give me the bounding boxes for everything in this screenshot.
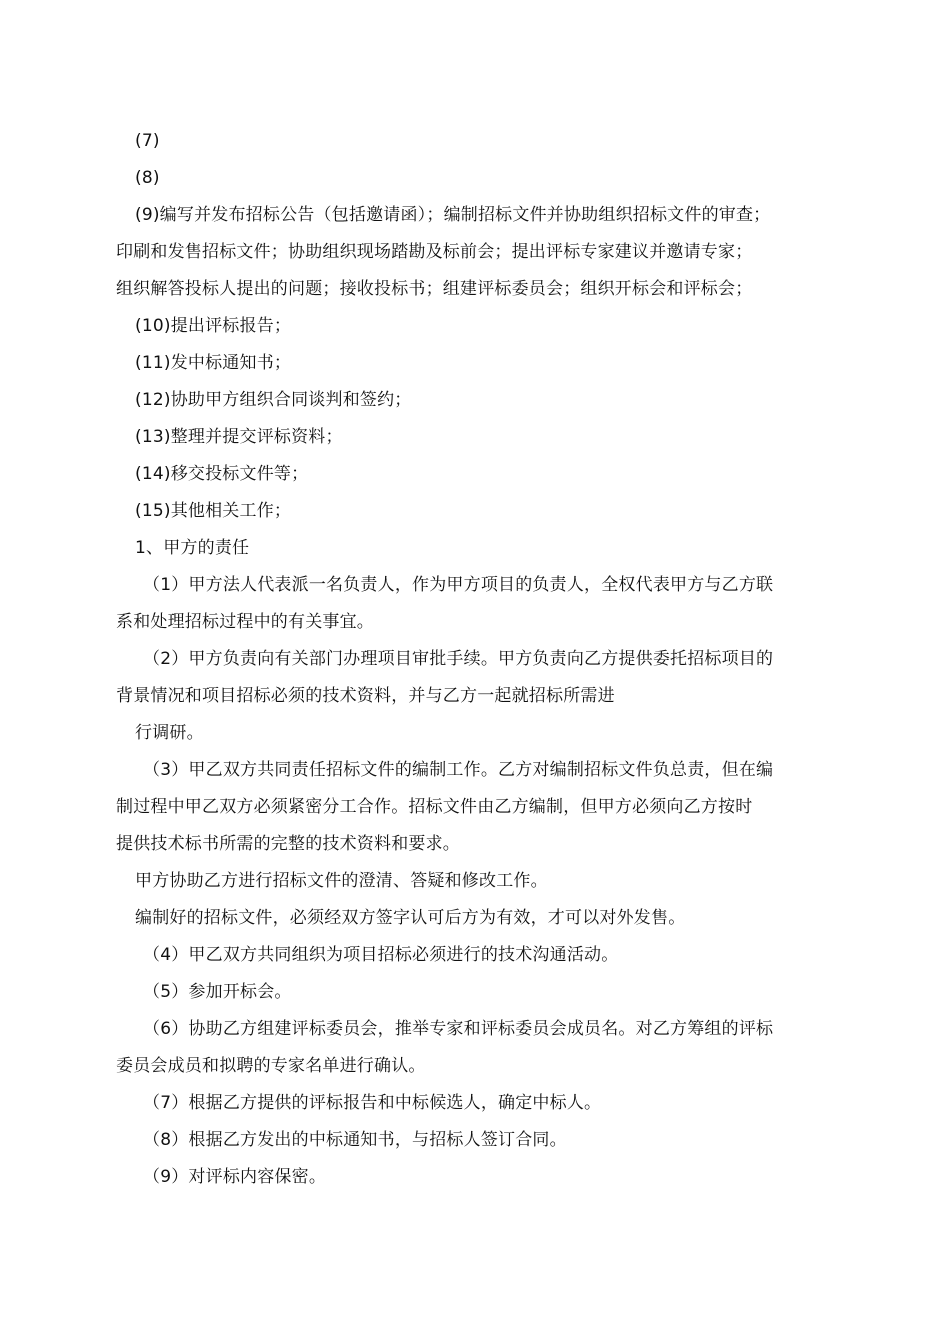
text-line: (15)其他相关工作； [135,501,292,521]
text-line: (9)编写并发布招标公告（包括邀请函）；编制招标文件并协助组织招标文件的审查； [135,205,771,225]
text-line: (7) [135,131,160,151]
text-line: (12)协助甲方组织合同谈判和签约； [135,390,412,410]
text-line: 印刷和发售招标文件；协助组织现场踏勘及标前会；提出评标专家建议并邀请专家； [116,242,753,262]
text-line: （4）甲乙双方共同组织为项目招标必须进行的技术沟通活动。 [143,945,619,965]
text-line: (14)移交投标文件等； [135,464,309,484]
text-line: （8）根据乙方发出的中标通知书，与招标人签订合同。 [143,1130,567,1150]
document-body [116,123,836,1196]
text-line: （5）参加开标会。 [143,982,292,1002]
text-line: 提供技术标书所需的完整的技术资料和要求。 [116,834,460,854]
text-line: (11)发中标通知书； [135,353,292,373]
text-line: 制过程中甲乙双方必须紧密分工合作。招标文件由乙方编制，但甲方必须向乙方按时 [116,797,753,817]
text-line: 组织解答投标人提出的问题；接收投标书；组建评标委员会；组织开标会和评标会； [116,279,753,299]
text-line: (10)提出评标报告； [135,316,292,336]
text-line: 背景情况和项目招标必须的技术资料，并与乙方一起就招标所需进 [116,686,615,706]
text-line: (13)整理并提交评标资料； [135,427,343,447]
text-line: （3）甲乙双方共同责任招标文件的编制工作。乙方对编制招标文件负总责，但在编 [143,760,774,780]
text-line: 甲方协助乙方进行招标文件的澄清、答疑和修改工作。 [135,871,548,891]
text-line: （6）协助乙方组建评标委员会，推举专家和评标委员会成员名。对乙方筹组的评标 [143,1019,774,1039]
text-line: （9）对评标内容保密。 [143,1167,327,1187]
text-line: 系和处理招标过程中的有关事宜。 [116,612,374,632]
text-line: （2）甲方负责向有关部门办理项目审批手续。甲方负责向乙方提供委托招标项目的 [143,649,774,669]
text-line: (8) [135,168,160,188]
text-line: 行调研。 [135,723,204,743]
section-heading: 1、甲方的责任 [135,538,250,558]
text-line: （1）甲方法人代表派一名负责人，作为甲方项目的负责人，全权代表甲方与乙方联 [143,575,774,595]
text-line: 编制好的招标文件，必须经双方签字认可后方为有效，才可以对外发售。 [135,908,686,928]
text-line: （7）根据乙方提供的评标报告和中标候选人，确定中标人。 [143,1093,602,1113]
text-line: 委员会成员和拟聘的专家名单进行确认。 [116,1056,426,1076]
